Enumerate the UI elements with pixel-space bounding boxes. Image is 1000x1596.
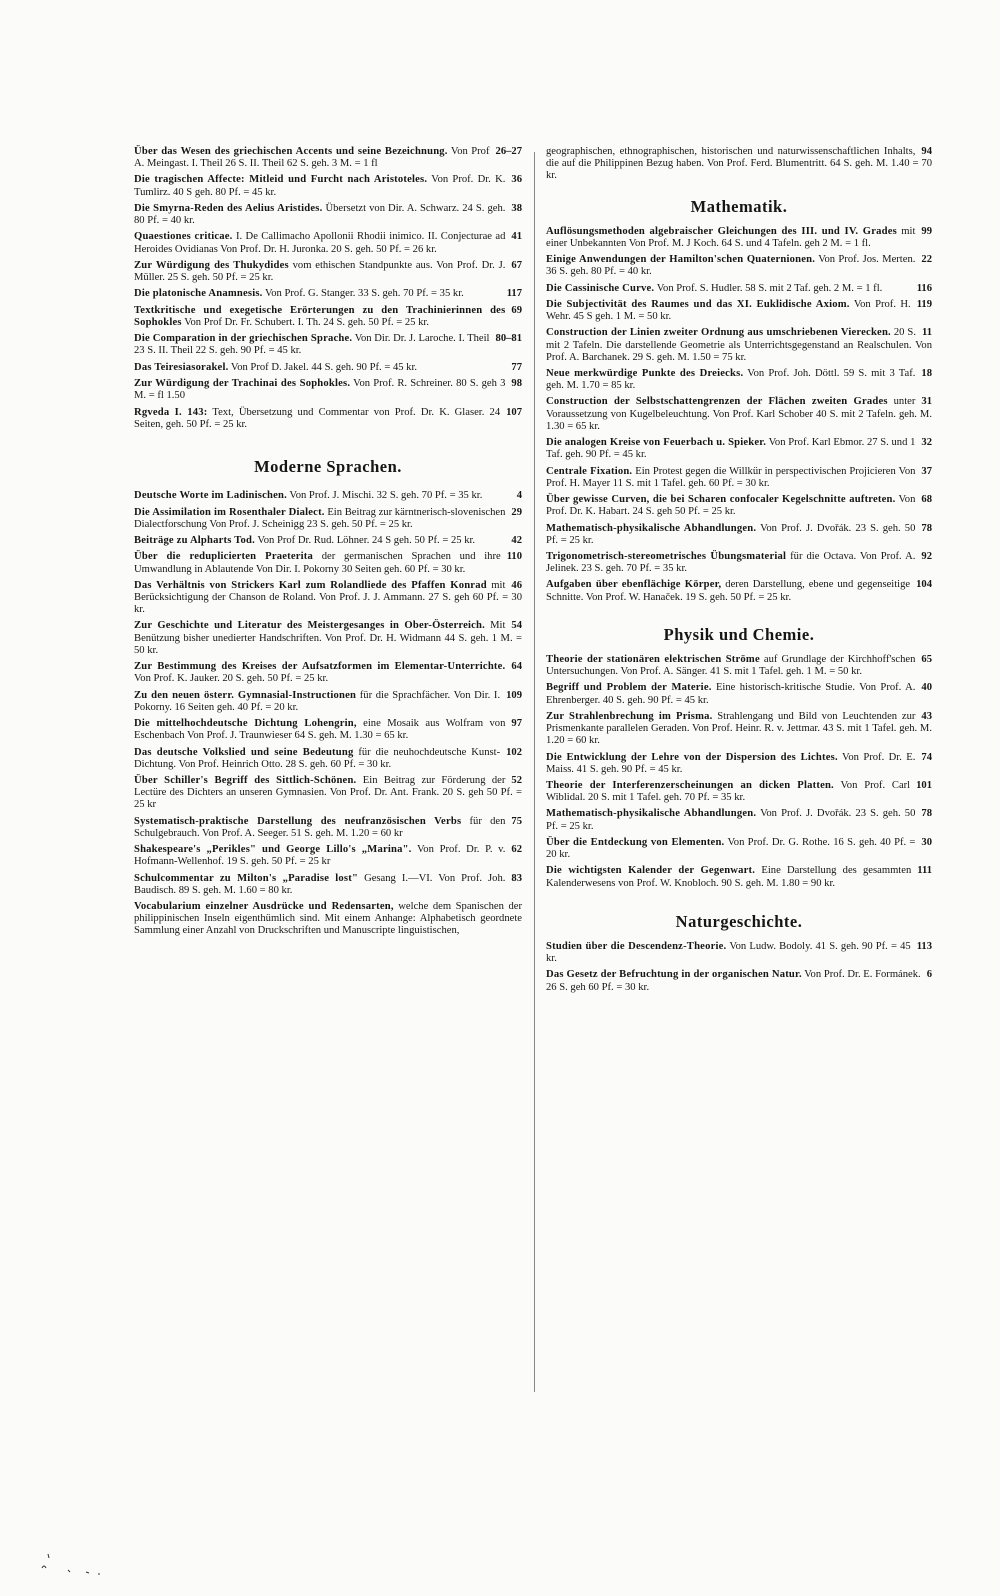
- entry-title: Zur Würdigung des Thukydides: [134, 259, 289, 271]
- modern-languages-entries: [134, 490, 522, 937]
- entry-title: Zur Bestimmung des Kreises der Aufsatzformen im Elementar-Unterrichte.: [134, 661, 506, 673]
- entry-page-number: 110: [506, 551, 522, 563]
- entry-title: Vocabularium einzelner Ausdrücke und Redensarten,: [134, 901, 394, 913]
- entry-title: Construction der Selbstschattengrenzen der Flächen zweiten Grades: [546, 396, 888, 408]
- catalog-entry: [134, 718, 522, 742]
- entry-title: Über das Wesen des griechischen Accents und seine Bezeichnung.: [134, 146, 448, 157]
- entry-page-number: 31: [921, 396, 932, 408]
- entry-page-number: 109: [506, 689, 522, 701]
- entry-text: Von Prof. J. Dvořák. 23 S. geh. 50 Pf. = 25 kr.: [546, 808, 916, 832]
- entry-page-number: 30: [921, 836, 932, 848]
- catalog-entry: [546, 865, 932, 889]
- entry-page-number: 46: [511, 579, 522, 591]
- entry-text: welche dem Spanischen der philippinischen Inseln eigenthümlich sind. Mit einem Anhange: Alphabetisch geordnete Sammlung einer Anzahl von Druckschriften und Manuscripte linguistischen,: [134, 901, 522, 937]
- entry-text: Ein Beitrag zur kärntnerisch-slovenischen Dialectforschung Von Prof. J. Scheinigg 23 S. geh. 50 Pf. = 25 kr.: [134, 506, 506, 530]
- entry-page-number: 18: [921, 368, 932, 379]
- entry-text: Von Prof. Carl Wiblidal. 20 S. mit 1 Tafel. geh. 70 Pf. = 35 kr.: [546, 780, 911, 804]
- catalog-entry: [134, 901, 522, 937]
- entry-page-number: 40: [921, 682, 932, 694]
- entry-title: Zu den neuen österr. Gymnasial-Instructionen: [134, 689, 357, 701]
- entry-text: mit einer Unbekannten Von Prof. M. J Koch. 64 S. und 4 Tafeln. geh 2 M. = 1 fl.: [546, 225, 916, 249]
- catalog-entry: [546, 654, 932, 678]
- entry-title: Zur Strahlenbrechung im Prisma.: [546, 710, 713, 722]
- entry-page-number: 64: [511, 661, 522, 673]
- catalog-entry: [134, 378, 522, 402]
- catalog-entry: [134, 490, 522, 502]
- left-column: [134, 146, 522, 942]
- entry-title: Einige Anwendungen der Hamilton'schen Quaternionen.: [546, 254, 816, 266]
- physics-entries: [546, 654, 932, 890]
- entry-page-number: 101: [916, 780, 932, 791]
- entry-text: I. De Callimacho Apollonii Rhodii inimico. II. Conjecturae ad Heroides Ovidianas Von Prof. Dr. H. Juronka. 20 S. geh. 50 Pf. = 26 kr.: [134, 231, 506, 255]
- entry-text: Von Prof. H. Wehr. 45 S geh. 1 M. = 50 kr.: [546, 298, 911, 323]
- entry-text: Von Prof. R. Schreiner. 80 S. geh 3 M. = fl 1.50: [134, 378, 506, 402]
- entry-title: Die Assimilation im Rosenthaler Dialect.: [134, 506, 325, 518]
- entry-text: Von Prof. J. Mischi. 32 S. geh. 70 Pf. = 35 kr.: [286, 490, 483, 502]
- entry-page-number: 29: [511, 506, 522, 518]
- entry-title: Über Schiller's Begriff des Sittlich-Schönen.: [134, 774, 357, 786]
- margin-marks-decoration: [28, 1548, 118, 1578]
- entry-text: der germanischen Sprachen und ihre Umwandlung in Ablautende Von Dir. I. Pokorny 30 Seiten geh. 60 Pf. = 30 kr.: [134, 551, 501, 575]
- catalog-entry: [134, 535, 522, 547]
- entry-title: Über die reduplicierten Praeterita: [134, 551, 314, 563]
- entry-title: Trigonometrisch-stereometrisches Übungsmaterial: [546, 551, 787, 562]
- entry-title: Theorie der Interferenzerscheinungen an dicken Platten.: [546, 780, 834, 791]
- catalog-entry: [134, 816, 522, 840]
- entry-title: Auflösungsmethoden algebraischer Gleichungen des III. und IV. Grades: [546, 225, 897, 237]
- entry-text: Von Prof. S. Hudler. 58 S. mit 2 Taf. geh. 2 M. = 1 fl.: [654, 282, 883, 294]
- entry-text: geographischen, ethnographischen, historischen und naturwissenschaftlichen Inhalts, die auf die Philippinen Bezug haben. Von Prof. Ferd. Blumentritt. 64 S. geh. M. 1.40 = 70 kr.: [546, 146, 932, 182]
- entry-page-number: 75: [511, 815, 522, 827]
- entry-title: Textkritische und exegetische Erörterungen zu den Trachinierinnen des Sophokles: [134, 304, 506, 328]
- catalog-entry: [546, 226, 932, 250]
- entry-title: Aufgaben über ebenflächige Körper,: [546, 579, 722, 591]
- entry-title: Die Smyrna-Reden des Aelius Aristides.: [134, 202, 323, 214]
- entry-title: Das deutsche Volkslied und seine Bedeutung: [134, 746, 354, 758]
- entry-page-number: 113: [916, 940, 932, 952]
- entry-text: Ein Beitrag zur Förderung der Lectüre des Dichters an unseren Gymnasien. Von Prof. Dr. Ant. Frank. 20 S. geh 50 Pf. = 25 kr: [134, 774, 522, 811]
- catalog-entry: [546, 437, 932, 461]
- entry-title: Zur Würdigung der Trachinai des Sophokles.: [134, 378, 351, 390]
- entry-text: Von Dir. Dr. J. Laroche. I. Theil 23 S. II. Theil 22 S. geh. 90 Pf. = 45 kr.: [134, 333, 490, 357]
- entry-title: Über die Entdeckung von Elementen.: [546, 836, 725, 848]
- classical-entries: [134, 146, 522, 431]
- entry-title: Construction der Linien zweiter Ordnung aus umschriebenen Vierecken.: [546, 327, 891, 339]
- catalog-entry: [546, 808, 932, 832]
- catalog-entry: [134, 174, 522, 198]
- catalog-entry: [134, 873, 522, 897]
- entry-text: mit Berücksichtigung der Chanson de Roland. Von Prof. J. J. Ammann. 27 S. geh 60 Pf. = 30 kr.: [134, 579, 522, 616]
- entry-text: Von Prof D. Jakel. 44 S. geh. 90 Pf. = 45 kr.: [228, 361, 418, 373]
- entry-page-number: 4: [516, 490, 522, 502]
- entry-title: Die Cassinische Curve.: [546, 282, 655, 294]
- entry-text: 20 S. mit 2 Tafeln. Die darstellende Geometrie als Unterrichtsgegenstand an Realschulen. Von Prof. A. Barchanek. 29 S. geh. M. 1.50 = 75 kr.: [546, 327, 932, 363]
- entry-title: Deutsche Worte im Ladinischen.: [134, 490, 287, 502]
- entry-title: Die Subjectivität des Raumes und das XI. Euklidische Axiom.: [546, 298, 850, 310]
- catalog-entry: [134, 844, 522, 868]
- entry-text: Mit Benützung bisher unedierter Handschriften. Von Prof. Dr. H. Widmann 44 S. geh. 1 M. = 50 kr.: [134, 620, 522, 656]
- catalog-entry: [546, 579, 932, 603]
- catalog-entry: [546, 299, 932, 323]
- catalog-entry: [546, 969, 932, 993]
- entry-text: Von Prof. Dr. G. Rothe. 16 S. geh. 40 Pf. = 20 kr.: [546, 836, 916, 861]
- catalog-entry: [546, 327, 932, 363]
- entry-title: Systematisch-praktische Darstellung des neufranzösischen Verbs: [134, 815, 462, 827]
- entry-text: Von Prof. G. Stanger. 33 S. geh. 70 Pf. = 35 kr.: [262, 288, 464, 300]
- entry-text: für den Schulgebrauch. Von Prof. A. Seeger. 51 S. geh. M. 1.20 = 60 kr: [134, 815, 506, 839]
- section-heading-physics: Physik und Chemie.: [663, 624, 815, 644]
- entry-text: Von Prof. Dr. K. Tumlirz. 40 S geh. 80 Pf. = 45 kr.: [134, 174, 506, 198]
- entry-page-number: 92: [921, 551, 932, 562]
- entry-page-number: 37: [921, 465, 932, 477]
- entry-text: für die Sprachfächer. Von Dir. I. Pokorny. 16 Seiten geh. 40 Pf. = 20 kr.: [134, 689, 501, 713]
- entry-page-number: 102: [506, 746, 522, 758]
- catalog-entry: [546, 941, 932, 965]
- catalog-entry: [134, 620, 522, 656]
- catalog-entry: [134, 362, 522, 374]
- entry-page-number: 117: [506, 288, 522, 300]
- entry-page-number: 78: [921, 522, 932, 534]
- entry-title: Schulcommentar zu Milton's „Paradise lost": [134, 872, 359, 884]
- entry-title: Die Comparation in der griechischen Sprache.: [134, 333, 353, 345]
- entry-title: Das Gesetz der Befruchtung in der organischen Natur.: [546, 969, 802, 981]
- entry-page-number: 80–81: [495, 333, 522, 345]
- entry-title: Das Verhältnis von Strickers Karl zum Rolandliede des Pfaffen Konrad: [134, 579, 487, 591]
- entry-title: Theorie der stationären elektrischen Ströme: [546, 653, 760, 665]
- entry-title: Über gewisse Curven, die bei Scharen confocaler Kegelschnitte auftreten.: [546, 494, 896, 506]
- entry-title: Die Entwicklung der Lehre von der Dispersion des Lichtes.: [546, 751, 838, 763]
- entry-title: Mathematisch-physikalische Abhandlungen.: [546, 522, 757, 534]
- entry-page-number: 111: [917, 865, 932, 877]
- entry-title: Zur Geschichte und Literatur des Meistergesanges in Ober-Österreich.: [134, 620, 485, 632]
- entry-text: Von Prof A. Meingast. I. Theil 26 S. II. Theil 62 S. geh. 3 M. = 1 fl: [134, 146, 490, 170]
- entry-text: Von Prof. Dr. E. Maiss. 41 S. geh. 90 Pf. = 45 kr.: [546, 751, 916, 775]
- column-divider: [534, 152, 535, 1392]
- entry-title: Studien über die Descendenz-Theorie.: [546, 940, 727, 952]
- entry-text: Von Ludw. Bodoly. 41 S. geh. 90 Pf. = 45 kr.: [546, 940, 911, 965]
- entry-page-number: 26–27: [495, 146, 522, 157]
- catalog-entry: [134, 775, 522, 811]
- catalog-entry: [134, 747, 522, 771]
- entry-title: Mathematisch-physikalische Abhandlungen.: [546, 808, 757, 820]
- section-heading-modern-languages: Moderne Sprachen.: [254, 457, 402, 477]
- entry-text: deren Darstellung, ebene und gegenseitige Schnitte. Von Prof. W. Hanaček. 19 S. geh. 50 Pf. = 25 kr.: [546, 579, 911, 603]
- catalog-entry: [134, 260, 522, 284]
- entry-title: Die wichtigsten Kalender der Gegenwart.: [546, 865, 756, 877]
- entry-page-number: 97: [511, 718, 522, 730]
- continuation-entry: [546, 146, 932, 182]
- entry-page-number: 77: [511, 361, 522, 373]
- entry-page-number: 83: [511, 872, 522, 884]
- entry-title: Die analogen Kreise von Feuerbach u. Spieker.: [546, 437, 767, 449]
- catalog-entry: [134, 203, 522, 227]
- entry-page-number: 42: [511, 535, 522, 547]
- entry-page-number: 62: [511, 844, 522, 856]
- catalog-entry: [134, 690, 522, 714]
- entry-text: Von Prof Dr. Fr. Schubert. I. Th. 24 S. geh. 50 Pf. = 25 kr.: [181, 316, 430, 328]
- entry-text: Von Prof. J. Dvořák. 23 S. geh. 50 Pf. = 25 kr.: [546, 522, 916, 546]
- entry-page-number: 11: [921, 327, 932, 339]
- entry-text: Übersetzt von Dir. A. Schwarz. 24 S. geh. 80 Pf. = 40 kr.: [134, 202, 506, 227]
- mathematics-entries: [546, 226, 932, 604]
- entry-page: 94: [921, 146, 932, 157]
- entry-page-number: 68: [921, 494, 932, 506]
- catalog-entry: [134, 661, 522, 685]
- right-column: [546, 146, 932, 998]
- entry-page-number: 22: [921, 254, 932, 266]
- catalog-entry: [546, 551, 932, 575]
- entry-text: Eine historisch-kritische Studie. Von Prof. A. Ehrenberger. 40 S. geh. 90 Pf. = 45 kr.: [546, 682, 916, 706]
- entry-title: Begriff und Problem der Materie.: [546, 682, 712, 694]
- section-heading-mathematics: Mathematik.: [690, 196, 788, 216]
- entry-text: Von Prof. Joh. Döttl. 59 S. mit 3 Taf. geh. M. 1.70 = 85 kr.: [546, 368, 916, 392]
- entry-text: Ein Protest gegen die Willkür in perspectivischen Projicieren Von Prof. H. Mayer 11 S. mit 1 Tafel. geh. 60 Pf. = 30 kr.: [546, 465, 916, 489]
- entry-text: vom ethischen Standpunkte aus. Von Prof. Dr. J. Müller. 25 S. geh. 50 Pf. = 25 kr.: [134, 259, 506, 284]
- entry-text: Von Prof. Karl Ebmor. 27 S. und 1 Taf. geh. 90 Pf. = 45 kr.: [546, 437, 916, 461]
- catalog-entry: [134, 407, 522, 431]
- catalog-entry: [134, 231, 522, 255]
- catalog-entry: [134, 305, 522, 329]
- entry-page-number: 116: [916, 282, 932, 294]
- entry-page-number: 32: [921, 437, 932, 449]
- entry-page-number: 36: [511, 174, 522, 186]
- catalog-entry: [546, 494, 932, 518]
- entry-text: Gesang I.—VI. Von Prof. Joh. Baudisch. 89 S. geh. M. 1.60 = 80 kr.: [134, 872, 506, 896]
- catalog-entry: [134, 507, 522, 531]
- entry-title: Das Teiresiasorakel.: [134, 361, 229, 373]
- entry-page-number: 43: [921, 710, 932, 722]
- entry-page-number: 119: [916, 298, 932, 310]
- entry-page-number: 65: [921, 653, 932, 665]
- entry-title: Neue merkwürdige Punkte des Dreiecks.: [546, 368, 744, 379]
- entry-page-number: 38: [511, 202, 522, 214]
- catalog-entry: [134, 333, 522, 357]
- entry-text: Von Prof. K. Jauker. 20 S. geh. 50 Pf. = 25 kr.: [134, 673, 329, 685]
- catalog-entry: [546, 396, 932, 432]
- entry-page-number: 99: [921, 225, 932, 237]
- entry-title: Beiträge zu Alpharts Tod.: [134, 535, 255, 547]
- entry-page-number: 107: [506, 406, 522, 418]
- entry-text: Von Prof. Dr. K. Habart. 24 S. geh 50 Pf. = 25 kr.: [546, 494, 916, 518]
- entry-page-number: 52: [511, 774, 522, 786]
- catalog-entry: [546, 780, 932, 804]
- entry-title: Rgveda I. 143:: [134, 406, 208, 418]
- entry-text: unter Voraussetzung von Kugelbeleuchtung. Von Prof. Karl Schober 40 S. mit 2 Tafeln. geh. M. 1.30 = 65 kr.: [546, 396, 932, 432]
- entry-title: Die mittelhochdeutsche Dichtung Lohengrin,: [134, 718, 357, 730]
- entry-page-number: 98: [511, 378, 522, 390]
- entry-page-number: 6: [926, 969, 932, 981]
- catalog-entry: [134, 288, 522, 300]
- entry-title: Centrale Fixation.: [546, 465, 633, 477]
- entry-page-number: 41: [511, 231, 522, 243]
- entry-page-number: 67: [511, 259, 522, 271]
- catalog-entry: [546, 523, 932, 547]
- entry-page-number: 54: [511, 620, 522, 632]
- entry-page-number: 78: [921, 808, 932, 820]
- entry-text: für die neuhochdeutsche Kunst-Dichtung. Von Prof. Heinrich Otto. 28 S. geh. 60 Pf. = 30 kr.: [134, 746, 501, 770]
- catalog-entry: [546, 283, 932, 295]
- entry-text: für die Octava. Von Prof. A. Jelinek. 23 S. geh. 70 Pf. = 35 kr.: [546, 551, 916, 575]
- catalog-entry: [134, 146, 522, 170]
- catalog-entry: [546, 466, 932, 490]
- catalog-entry: [546, 837, 932, 861]
- section-heading-natural-history: Naturgeschichte.: [675, 911, 803, 931]
- entry-page-number: 104: [916, 579, 932, 591]
- natural-history-entries: [546, 941, 932, 994]
- catalog-entry: [546, 711, 932, 747]
- entry-page-number: 74: [921, 751, 932, 763]
- entry-text: eine Mosaik aus Wolfram von Eschenbach Von Prof. J. Traunwieser 64 S. geh. M. 1.30 = 65 kr.: [134, 718, 506, 742]
- catalog-entry: [546, 682, 932, 706]
- entry-title: Quaestiones criticae.: [134, 231, 233, 243]
- entry-title: Shakespeare's „Perikles" und George Lillo's „Marina".: [134, 844, 412, 856]
- entry-text: auf Grundlage der Kirchhoff'schen Untersuchungen. Von Prof. A. Sänger. 41 S. mit 1 Tafel. geh. 1 M. = 50 kr.: [546, 653, 916, 678]
- entry-text: Von Prof. Jos. Merten. 36 S. geh. 80 Pf. = 40 kr.: [546, 254, 916, 278]
- catalog-entry: [546, 752, 932, 776]
- entry-title: Die tragischen Affecte: Mitleid und Furcht nach Aristoteles.: [134, 174, 428, 186]
- catalog-entry: [134, 551, 522, 575]
- catalog-entry: [546, 254, 932, 278]
- entry-text: Eine Darstellung des gesammten Kalenderwesens von Prof. W. Knobloch. 90 S. geh. M. 1.80 = 90 kr.: [546, 865, 912, 889]
- entry-text: Von Prof. Dr. P. v. Hofmann-Wellenhof. 19 S. geh. 50 Pf. = 25 kr: [134, 844, 506, 868]
- entry-text: Von Prof. Dr. E. Formánek. 26 S. geh 60 Pf. = 30 kr.: [546, 969, 921, 993]
- entry-text: Text, Übersetzung und Commentar von Prof. Dr. K. Glaser. 24 Seiten, geh. 50 Pf. = 25 kr.: [134, 406, 501, 430]
- catalog-entry: [134, 580, 522, 616]
- entry-title: Die platonische Anamnesis.: [134, 288, 263, 300]
- entry-text: Von Prof Dr. Rud. Löhner. 24 S geh. 50 Pf. = 25 kr.: [254, 535, 476, 547]
- catalog-entry: [546, 368, 932, 392]
- entry-text: Strahlengang und Bild von Leuchtenden zur Prismenkante parallelen Geraden. Von Prof. Heinr. R. v. Jettmar. 43 S. mit 1 Tafel. geh. M. 1.20 = 60 kr.: [546, 710, 932, 747]
- entry-page-number: 69: [511, 304, 522, 316]
